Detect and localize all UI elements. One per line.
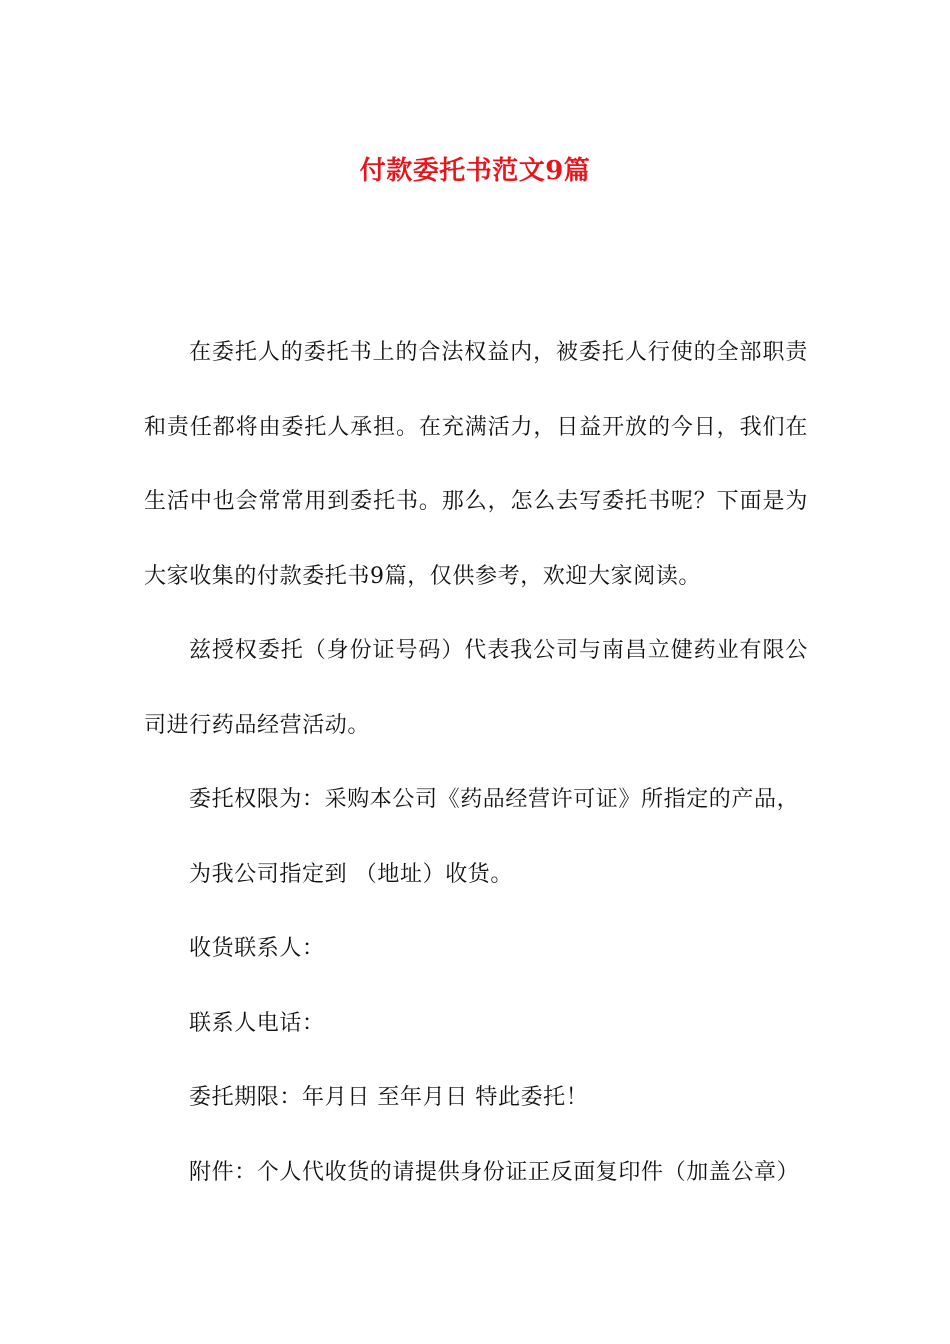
document-body [144,316,808,1210]
document-title: 付款委托书范文9篇 [359,156,591,187]
contact-phone-line: 联系人电话： [189,1010,325,1036]
authorization-paragraph: 兹授权委托（身份证号码）代表我公司与南昌立健药业有限公司进行药品经营活动。 [144,638,808,738]
scope-line: 委托权限为：采购本公司《药品经营许可证》所指定的产品， [189,787,800,812]
attachment-line: 附件：个人代收货的请提供身份证正反面复印件（加盖公章） [189,1159,800,1185]
contact-person-line: 收货联系人： [189,936,325,961]
intro-paragraph: 在委托人的委托书上的合法权益内，被委托人行使的全部职责和责任都将由委托人承担。在充满活力，日益开放的今日，我们在生活中也会常常用到委托书。那么，怎么去写委托书呢？下面是为大家收集的付款委托书9篇，仅供参考，欢迎大家阅读。 [144,340,808,589]
term-line: 委托期限：年月日 至年月日 特此委托！ [189,1085,589,1110]
address-line: 为我公司指定到 （地址）收货。 [189,861,513,887]
